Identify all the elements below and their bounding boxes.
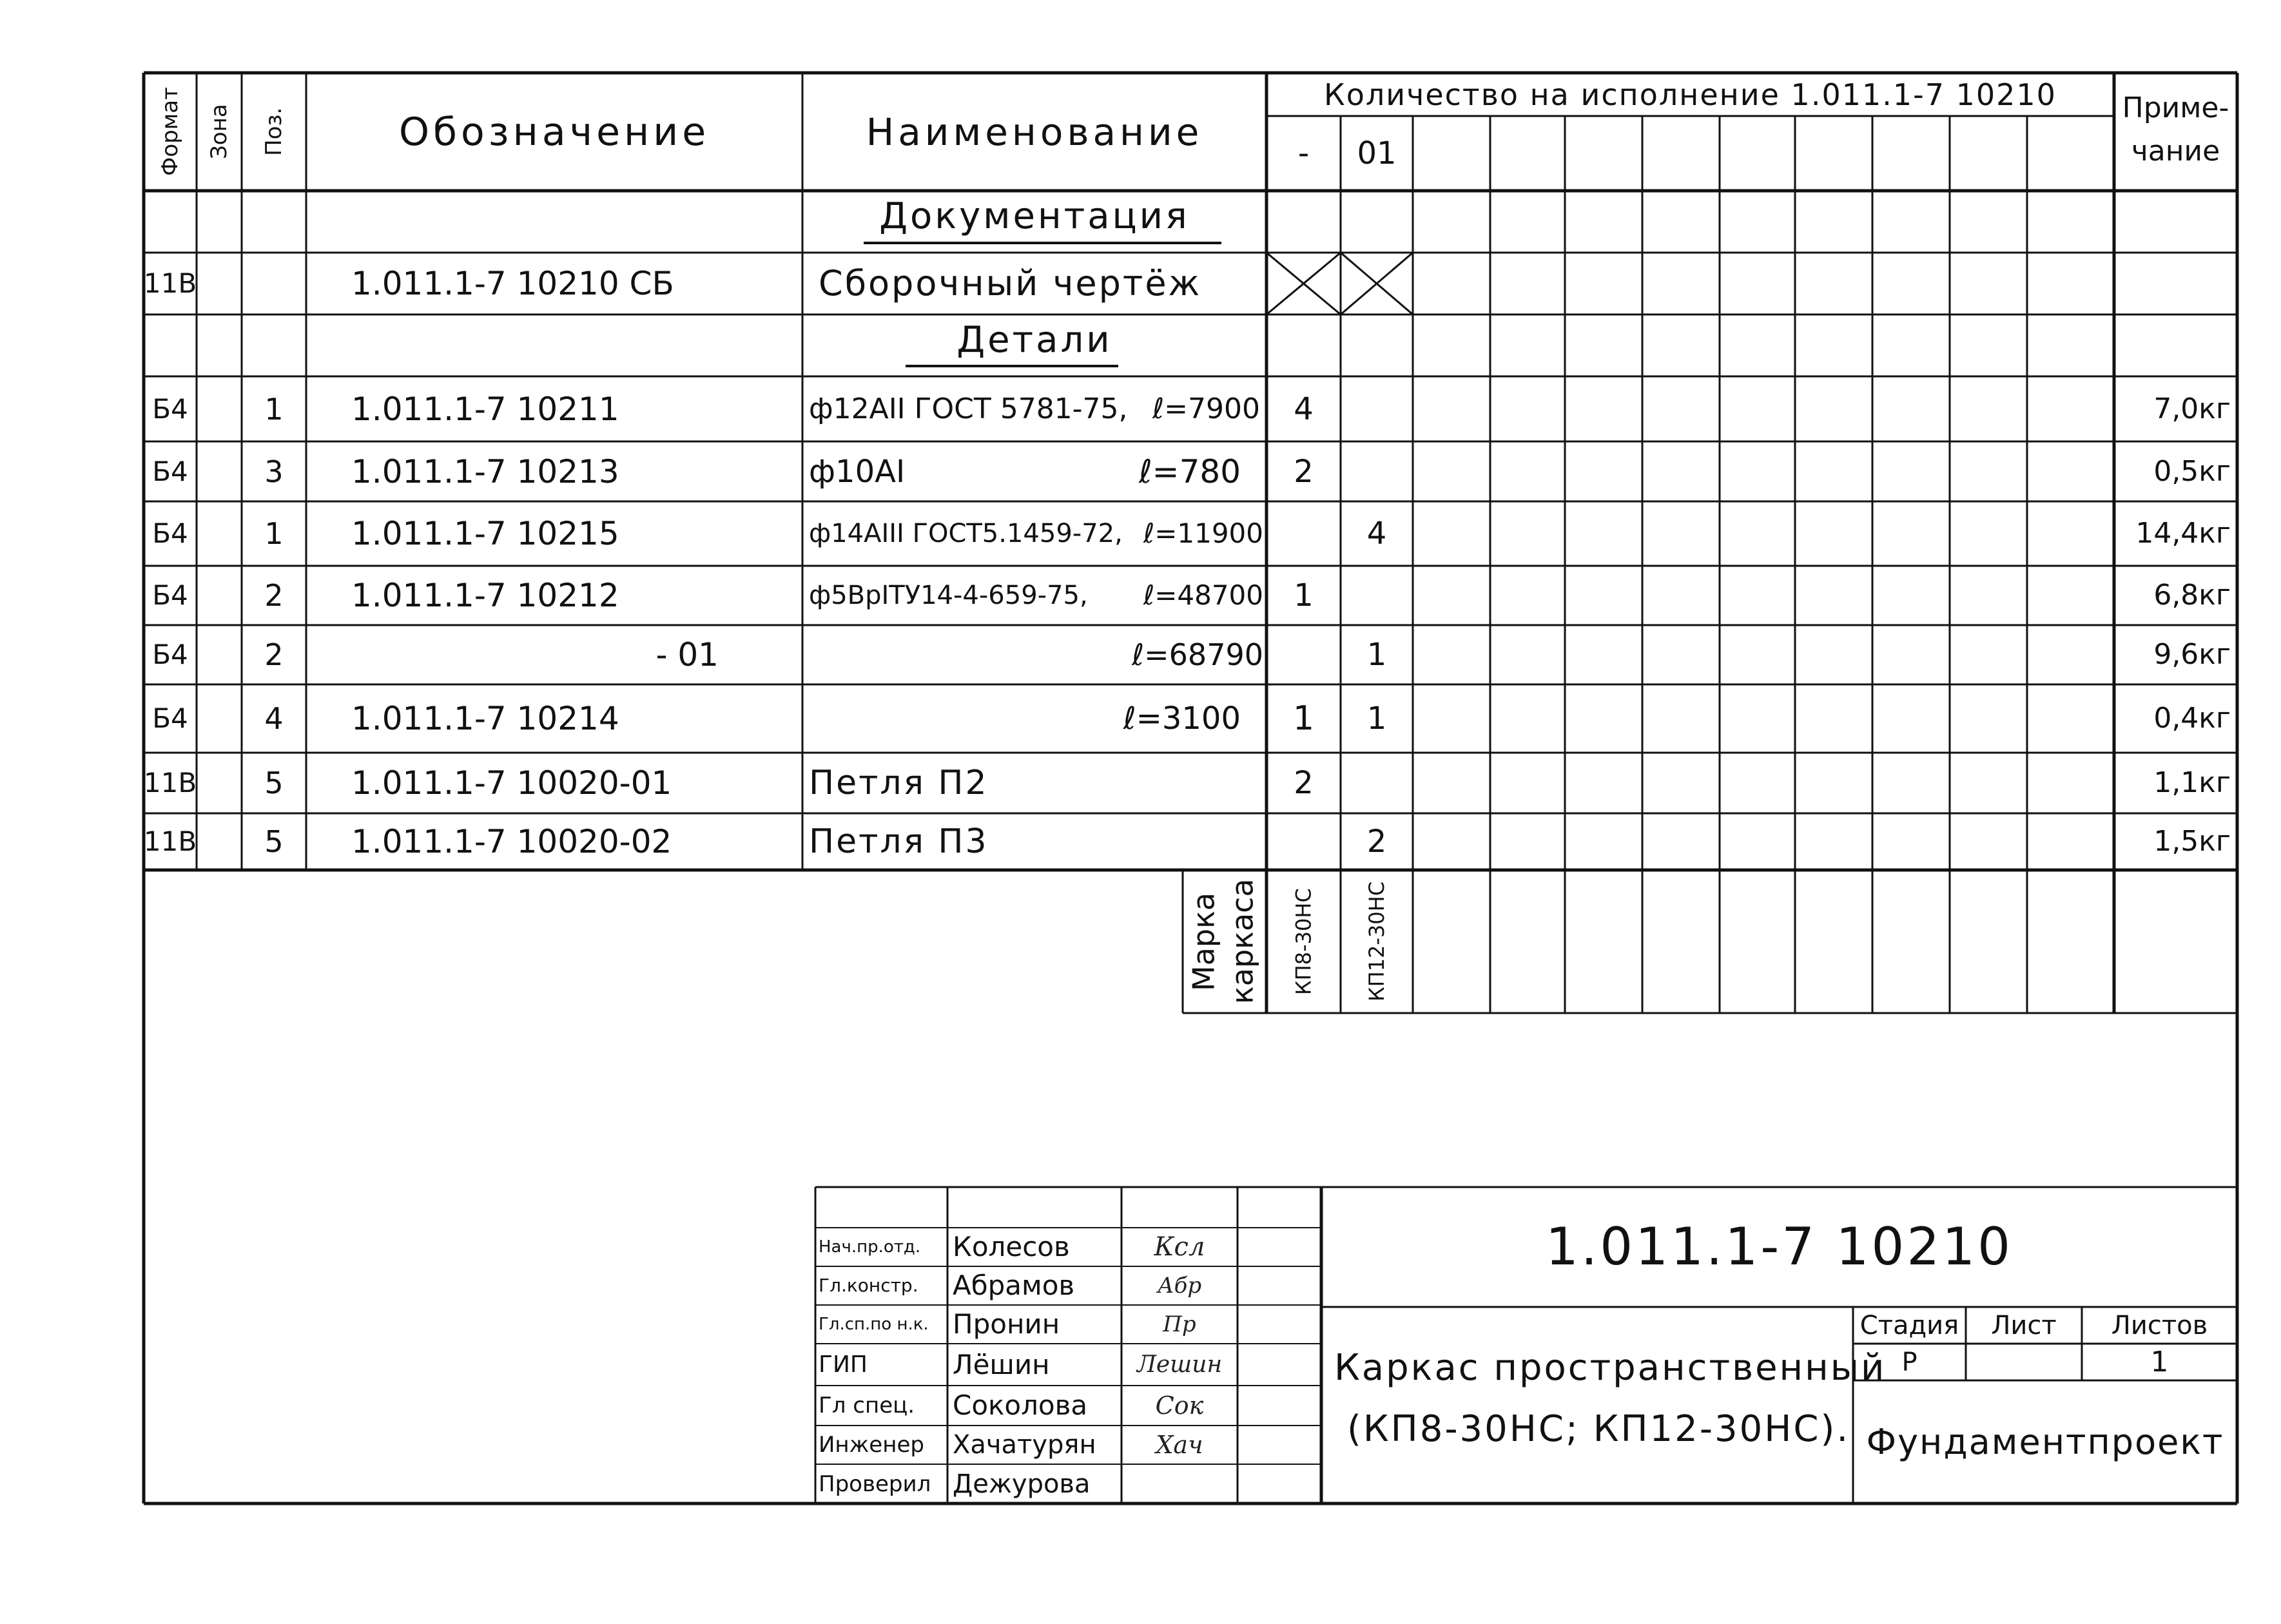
row-pos: 5: [264, 766, 284, 800]
row-qty-1: 2: [1294, 453, 1314, 490]
sheet-label: Лист: [1991, 1310, 2057, 1340]
row-name: ф5ВрIТУ14-4-659-75,: [809, 581, 1088, 610]
row-qty-1: 1: [1292, 699, 1315, 738]
row-format: 11В: [143, 767, 197, 798]
row-format: 11В: [143, 826, 197, 857]
row-format: 11В: [143, 267, 197, 299]
header-qty-col-1: -: [1297, 135, 1310, 171]
tb-role: Гл.констр.: [819, 1275, 918, 1296]
header-format: Формат: [157, 87, 183, 177]
row-pos: 2: [264, 637, 284, 672]
title-line-2: (КП8-30НС; КП12-30НС).: [1347, 1407, 1850, 1450]
row-name: Петля П3: [809, 822, 989, 861]
stage-label: Стадия: [1859, 1310, 1959, 1340]
row-note: 1,5кг: [2153, 825, 2231, 858]
row-designation: 1.011.1-7 10214: [351, 700, 619, 737]
tb-name: Хачатурян: [953, 1430, 1096, 1460]
tb-role: Проверил: [819, 1471, 931, 1497]
tb-signature: Пр: [1163, 1311, 1196, 1337]
row-pos: 1: [264, 516, 284, 551]
tb-role: Гл.сп.по н.к.: [819, 1315, 929, 1334]
row-pos: 2: [264, 578, 284, 613]
row-note: 7,0кг: [2153, 392, 2231, 425]
organization: Фундаментпроект: [1866, 1421, 2224, 1462]
sheet-value: [1966, 1344, 2082, 1380]
marka-col-1: КП8-30НС: [1291, 888, 1316, 995]
row-designation: 1.011.1-7 10210 СБ: [351, 265, 674, 302]
section-documentation: Документация: [879, 195, 1190, 237]
row-name: ф10АI: [809, 453, 906, 490]
tb-role: Гл спец.: [819, 1393, 915, 1418]
row-format: Б4: [152, 639, 188, 670]
row-name: Петля П2: [809, 764, 989, 802]
header-pos: Поз.: [261, 107, 287, 157]
row-length: ℓ=11900: [1143, 517, 1263, 549]
row-qty-1: 1: [1294, 577, 1314, 614]
row-format: Б4: [152, 579, 188, 611]
tb-role: Инженер: [819, 1432, 924, 1458]
header-quantity: Количество на исполнение 1.011.1-7 10210: [1324, 77, 2057, 112]
row-note: 9,6кг: [2153, 638, 2231, 671]
tb-role: ГИП: [819, 1351, 868, 1378]
tb-name: Колесов: [953, 1231, 1070, 1262]
marka-col-2: КП12-30НС: [1364, 881, 1389, 1002]
row-designation: 1.011.1-7 10211: [351, 390, 619, 428]
header-designation: Обозначение: [398, 109, 710, 155]
row-qty-2: 1: [1366, 701, 1387, 737]
tb-name: Лёшин: [953, 1348, 1050, 1380]
tb-name: Соколова: [953, 1389, 1088, 1421]
marka-label-2: каркаса: [1225, 878, 1260, 1005]
row-length: ℓ=780: [1139, 452, 1241, 490]
tb-name: Дежурова: [953, 1469, 1091, 1499]
tb-signature: Абр: [1157, 1273, 1202, 1299]
row-note: 0,5кг: [2153, 454, 2231, 488]
section-details: Детали: [956, 319, 1112, 361]
stage-value: Р: [1901, 1347, 1917, 1377]
tb-signature: Сок: [1155, 1391, 1204, 1420]
row-length: ℓ=48700: [1143, 579, 1263, 611]
row-qty-1: 4: [1294, 391, 1314, 427]
tb-name: Абрамов: [953, 1270, 1075, 1301]
row-length: ℓ=68790: [1132, 637, 1263, 672]
row-pos: 5: [264, 824, 284, 859]
row-designation: 1.011.1-7 10212: [351, 577, 619, 614]
row-note: 6,8кг: [2153, 579, 2231, 612]
row-designation: 1.011.1-7 10213: [351, 452, 619, 490]
row-format: Б4: [152, 702, 188, 734]
row-note: 1,1кг: [2153, 766, 2231, 799]
row-length: ℓ=3100: [1123, 701, 1241, 737]
row-pos: 1: [264, 391, 284, 427]
row-designation: 1.011.1-7 10215: [351, 515, 619, 552]
row-qty-1: 2: [1294, 765, 1314, 801]
tb-signature: Лешин: [1136, 1351, 1223, 1378]
row-note: 0,4кг: [2153, 702, 2231, 735]
row-pos: 3: [264, 454, 284, 489]
row-designation: 1.011.1-7 10020-01: [351, 764, 672, 802]
tb-name: Пронин: [953, 1308, 1060, 1340]
row-qty-2: 1: [1366, 637, 1387, 673]
row-note: 14,4кг: [2135, 517, 2231, 550]
row-name: ф12АII ГОСТ 5781-75,: [809, 392, 1128, 425]
row-length: ℓ=7900: [1152, 392, 1260, 425]
sheets-label: Листов: [2111, 1310, 2208, 1340]
sheets-value: 1: [2150, 1345, 2169, 1378]
title-line-1: Каркас пространственный: [1334, 1346, 1887, 1389]
row-format: Б4: [152, 517, 188, 549]
row-pos: 4: [264, 701, 284, 736]
row-name: ф14АIII ГОСТ5.1459-72,: [809, 519, 1123, 548]
tb-role: Нач.пр.отд.: [819, 1237, 921, 1257]
doc-number: 1.011.1-7 10210: [1545, 1217, 2014, 1277]
tb-signature: Ксл: [1154, 1232, 1205, 1262]
row-designation: - 01: [655, 636, 719, 673]
row-name: Сборочный чертёж: [819, 263, 1202, 304]
header-note-2: чание: [2131, 135, 2220, 168]
row-designation: 1.011.1-7 10020-02: [351, 823, 672, 860]
header-name: Наименование: [866, 110, 1203, 154]
row-format: Б4: [152, 392, 188, 425]
header-zone: Зона: [206, 104, 232, 160]
row-qty-2: 4: [1366, 516, 1387, 552]
marka-label-1: Марка: [1186, 892, 1221, 991]
row-qty-2: 2: [1366, 824, 1387, 860]
row-format: Б4: [152, 455, 188, 487]
tb-signature: Хач: [1156, 1431, 1203, 1459]
header-qty-col-2: 01: [1357, 135, 1397, 171]
header-note-1: Приме-: [2122, 92, 2229, 124]
